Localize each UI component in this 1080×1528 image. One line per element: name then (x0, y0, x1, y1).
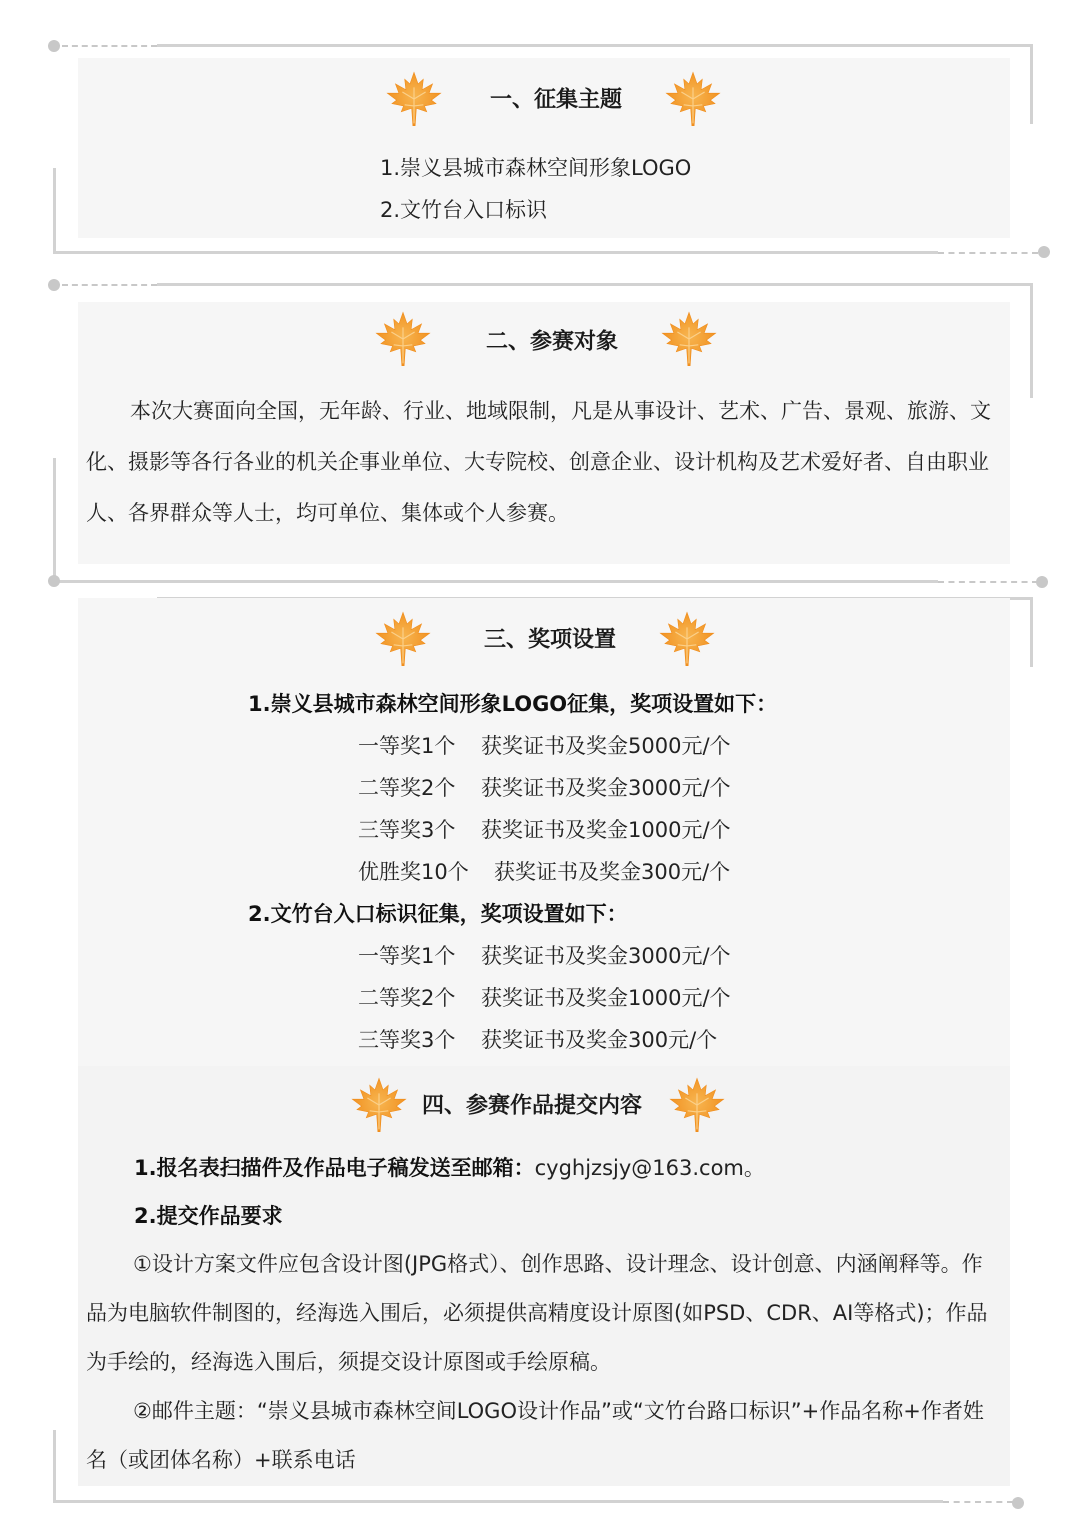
award-name: 二等奖2个 (358, 986, 456, 1010)
award-prize: 获奖证书及奖金300元/个 (494, 860, 731, 884)
theme-item: 2.文竹台入口标识 (380, 198, 548, 222)
award-group-title: 2.文竹台入口标识征集，奖项设置如下： (248, 902, 628, 926)
section-heading (78, 308, 1010, 372)
frame-line (157, 283, 1033, 286)
frame-dash (938, 252, 1038, 254)
award-name: 三等奖3个 (358, 1028, 456, 1052)
award-prize: 获奖证书及奖金1000元/个 (481, 986, 731, 1010)
section-title: 二、参赛对象 (486, 329, 619, 355)
frame-dash (938, 581, 1038, 583)
frame-dash (62, 45, 157, 47)
requirements-title: 2.提交作品要求 (134, 1204, 283, 1228)
maple-leaf-icon (658, 610, 716, 668)
requirement-1: ①设计方案文件应包含设计图(JPG格式）、创作思路、设计理念、设计创意、内涵阐释等。作品为电脑软件制图的，经海选入围后，必须提供高精度设计原图(如PSD、CDR、AI等格式)；作品为手绘的，经海选入围后，须提交设计原图或手绘原稿。 (86, 1252, 988, 1374)
frame-dash (943, 1501, 1013, 1503)
section-title: 一、征集主题 (490, 87, 623, 113)
maple-leaf-icon (385, 70, 443, 128)
maple-leaf-icon (660, 310, 718, 368)
frame-dot (48, 575, 60, 587)
frame-dot (48, 40, 60, 52)
award-name: 优胜奖10个 (358, 860, 469, 884)
submission-email-label: 1.报名表扫描件及作品电子稿发送至邮箱： (134, 1156, 535, 1180)
maple-leaf-icon (668, 1076, 726, 1134)
maple-leaf-icon (350, 1076, 408, 1134)
award-name: 二等奖2个 (358, 776, 456, 800)
section-title: 四、参赛作品提交内容 (422, 1093, 643, 1119)
frame-line (1030, 597, 1033, 667)
eligibility-paragraph: 本次大赛面向全国，无年龄、行业、地域限制，凡是从事设计、艺术、广告、景观、旅游、文化、摄影等各行各业的机关企事业单位、大专院校、创意企业、设计机构及艺术爱好者、自由职业人、各界群众等人士，均可单位、集体或个人参赛。 (86, 399, 991, 525)
frame-line (53, 458, 56, 582)
frame-line (53, 1500, 943, 1503)
requirement-2: ②邮件主题：“崇义县城市森林空间LOGO设计作品”或“文竹台路口标识”+作品名称+作者姓名（或团体名称）+联系电话 (86, 1399, 984, 1472)
frame-line (1030, 283, 1033, 398)
frame-dot (1038, 246, 1050, 258)
submission-email-line (134, 1152, 765, 1182)
award-name: 三等奖3个 (358, 818, 456, 842)
frame-line (53, 251, 938, 254)
frame-line (53, 168, 56, 252)
award-name: 一等奖1个 (358, 734, 456, 758)
section-heading (78, 66, 1010, 130)
frame-line (53, 580, 938, 583)
submission-email: cyghjzsjy@163.com。 (534, 1156, 765, 1180)
maple-leaf-icon (374, 310, 432, 368)
award-name: 一等奖1个 (358, 944, 456, 968)
frame-line (1030, 44, 1033, 124)
award-prize: 获奖证书及奖金5000元/个 (481, 734, 731, 758)
theme-item: 1.崇义县城市森林空间形象LOGO (380, 156, 692, 180)
section-panel (78, 1066, 1010, 1486)
section-panel (78, 598, 1010, 1066)
section-panel (78, 302, 1010, 564)
award-prize: 获奖证书及奖金3000元/个 (481, 944, 731, 968)
maple-leaf-icon (664, 70, 722, 128)
maple-leaf-icon (374, 610, 432, 668)
section-panel (78, 58, 1010, 238)
frame-dot (1012, 1497, 1024, 1509)
section-heading (78, 1072, 1010, 1136)
frame-line (157, 44, 1033, 47)
award-group-title: 1.崇义县城市森林空间形象LOGO征集，奖项设置如下： (248, 692, 778, 716)
frame-dot (1036, 576, 1048, 588)
frame-dash (62, 284, 157, 286)
section-heading (78, 606, 1010, 670)
section-title: 三、奖项设置 (484, 627, 617, 653)
award-prize: 获奖证书及奖金3000元/个 (481, 776, 731, 800)
frame-dot (48, 279, 60, 291)
award-prize: 获奖证书及奖金300元/个 (481, 1028, 718, 1052)
award-prize: 获奖证书及奖金1000元/个 (481, 818, 731, 842)
frame-line (53, 1430, 56, 1502)
